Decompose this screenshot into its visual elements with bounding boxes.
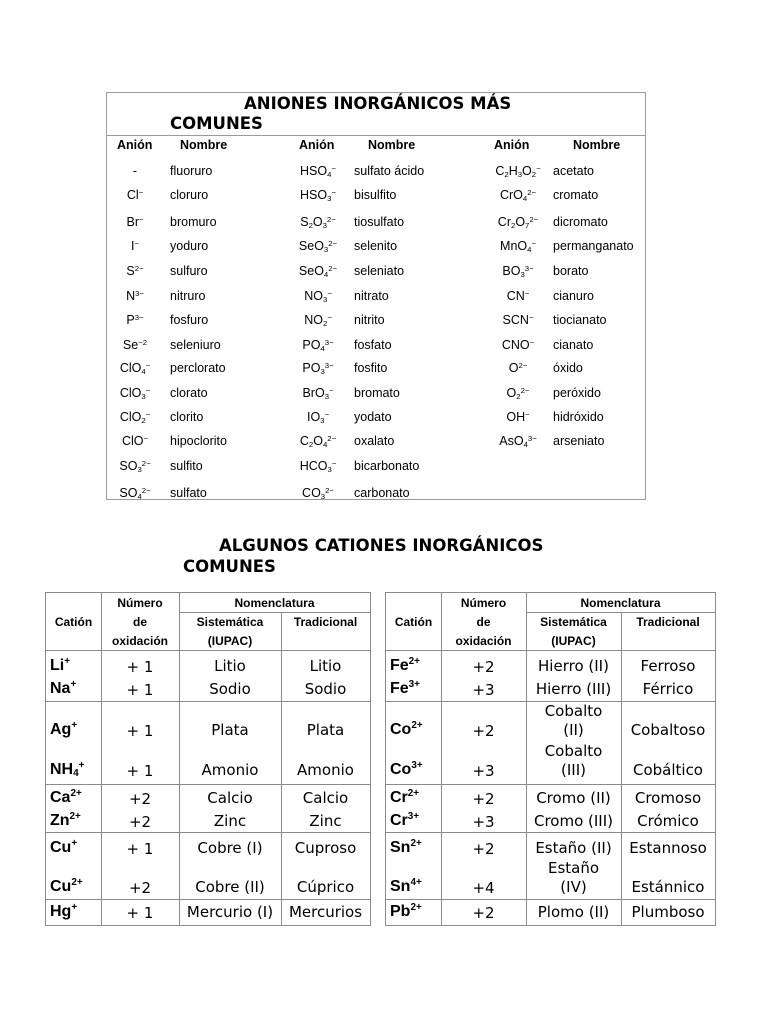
- anion-symbol: $S^{2-}$: [126, 263, 144, 278]
- header-numero: Número: [460, 596, 507, 610]
- cation-symbol: Na+: [50, 679, 77, 697]
- anion-symbol: SeO$_3^{2-}$: [298, 238, 338, 254]
- anion-symbol: $NO_2^-$: [304, 312, 332, 328]
- anion-name: tiosulfato: [354, 215, 405, 229]
- anion-name: carbonato: [354, 486, 410, 500]
- cation-symbol: $Cu^{2+}$: [50, 877, 83, 895]
- anion-symbol: CNO−: [501, 337, 535, 352]
- anion-table: [106, 92, 646, 500]
- anion-header-nombre-2: Nombre: [368, 138, 416, 152]
- anion-symbol: SCN−: [502, 312, 534, 327]
- cation-symbol: $Zn^{2+}$: [50, 811, 81, 829]
- anion-name: cromato: [553, 188, 599, 202]
- header-nomenclatura: Nomenclatura: [580, 596, 661, 610]
- cation-title-line1: ALGUNOS CATIONES INORGÁNICOS: [219, 536, 544, 555]
- traditional-name: Plata: [306, 721, 345, 739]
- oxidation-number: +4: [472, 879, 495, 897]
- anion-symbol: $O^{2-}$: [508, 360, 528, 375]
- anion-header-anion-1: Anión: [117, 138, 153, 152]
- oxidation-number: + 1: [126, 681, 154, 699]
- anion-name: peróxido: [553, 386, 601, 400]
- traditional-name: Crómico: [637, 812, 699, 830]
- anion-name: sulfato ácido: [354, 164, 425, 178]
- systematic-name: Cromo (III): [533, 812, 614, 830]
- anion-name: fluoruro: [170, 164, 213, 178]
- traditional-name: Ferroso: [640, 657, 696, 675]
- cation-table-left: [45, 592, 371, 926]
- anion-name: bisulfito: [354, 188, 397, 202]
- systematic-name: Zinc: [213, 812, 247, 830]
- systematic-name: Amonio: [201, 761, 259, 779]
- traditional-name: Mercurios: [288, 903, 363, 921]
- traditional-name: Cobáltico: [632, 761, 703, 779]
- anion-name: yoduro: [170, 239, 209, 253]
- oxidation-number: + 1: [126, 840, 154, 858]
- anion-name: perclorato: [170, 361, 226, 375]
- anion-name: seleniuro: [170, 338, 221, 352]
- anion-name: tiocianato: [553, 313, 607, 327]
- systematic-name: Hierro (III): [535, 680, 612, 698]
- anion-name: seleniato: [354, 264, 405, 278]
- anion-name: hidróxido: [553, 410, 604, 424]
- header-numero-de: de: [476, 615, 491, 629]
- anion-name: fosfito: [354, 361, 388, 375]
- traditional-name: Cuproso: [294, 839, 357, 857]
- anion-name: fosfato: [354, 338, 392, 352]
- cation-symbol: $Sn^{4+}$: [390, 877, 422, 895]
- systematic-name: Cobre (II): [195, 878, 265, 896]
- anion-symbol: OH−: [506, 409, 530, 424]
- anion-symbol: $C_2H_3O_2^-$: [495, 163, 541, 179]
- header-iupac: (IUPAC): [207, 634, 253, 648]
- anion-name: bicarbonato: [354, 459, 420, 473]
- anion-symbol: $SO_3^{2-}$: [119, 458, 151, 474]
- anion-header-anion-2: Anión: [299, 138, 335, 152]
- anion-name: dicromato: [553, 215, 608, 229]
- traditional-name: Sodio: [304, 680, 347, 698]
- oxidation-number: +3: [472, 681, 495, 699]
- anion-name: oxalato: [354, 434, 395, 448]
- header-tradicional: Tradicional: [636, 615, 700, 629]
- anion-symbol: $NO_3^-$: [304, 288, 332, 304]
- systematic-name: Calcio: [207, 789, 253, 807]
- row-divider: [386, 784, 715, 785]
- header-numero-de: de: [132, 615, 147, 629]
- anion-name: sulfato: [170, 486, 207, 500]
- cation-symbol: Hg+: [50, 902, 78, 920]
- oxidation-number: +2: [128, 813, 152, 831]
- cation-symbol: $Ca^{2+}$: [50, 788, 82, 806]
- oxidation-number: +2: [472, 722, 495, 740]
- cation-symbol: $Pb^{2+}$: [390, 902, 422, 920]
- systematic-name: Plata: [211, 721, 249, 739]
- cation-symbol: $NH_4^+$: [50, 760, 85, 779]
- anion-symbol: $O_2^{2-}$: [506, 385, 530, 401]
- anion-symbol: $SO_4^{2-}$: [119, 485, 151, 501]
- traditional-name: Estánnico: [631, 878, 705, 896]
- anion-header-nombre-3: Nombre: [573, 138, 621, 152]
- cation-symbol: $Sn^{2+}$: [390, 838, 422, 856]
- systematic-name: Cobalto (III): [544, 742, 603, 779]
- oxidation-number: +2: [128, 879, 152, 897]
- anion-symbol: $HCO_3^-$: [299, 458, 337, 474]
- anion-title-line2: COMUNES: [170, 114, 263, 133]
- traditional-name: Cromoso: [634, 789, 702, 807]
- anion-table-title: [107, 93, 645, 136]
- header-nomenclatura: Nomenclatura: [234, 596, 315, 610]
- anion-name: nitrito: [354, 313, 385, 327]
- oxidation-number: + 1: [126, 722, 154, 740]
- cation-symbol: Cu+: [50, 838, 78, 856]
- anion-name: bromuro: [170, 215, 217, 229]
- systematic-name: Mercurio (I): [186, 903, 274, 921]
- oxidation-number: +3: [472, 813, 495, 831]
- anion-symbol: $HSO_4^-$: [300, 163, 336, 179]
- cation-symbol: $Cr^{2+}$: [390, 788, 420, 806]
- systematic-name: Hierro (II): [538, 657, 609, 675]
- anion-symbol: $Se^{-2}$: [122, 337, 148, 352]
- anion-symbol: ClO$_2$−: [119, 409, 151, 425]
- oxidation-number: + 1: [126, 658, 154, 676]
- cation-title-line2: COMUNES: [183, 557, 276, 576]
- cation-symbol: $Co^{2+}$: [390, 720, 423, 738]
- header-sistematica: Sistemática: [196, 615, 264, 629]
- anion-symbol: Cl−: [126, 187, 144, 202]
- anion-name: clorito: [170, 410, 204, 424]
- cation-symbol: $Fe^{2+}$: [390, 656, 420, 674]
- anion-symbol: I−: [130, 238, 140, 253]
- header-iupac: (IUPAC): [551, 634, 596, 648]
- anion-name: cloruro: [170, 188, 209, 202]
- header-cation: Catión: [394, 615, 433, 629]
- anion-name: sulfito: [170, 459, 203, 473]
- anion-header-anion-3: Anión: [494, 138, 530, 152]
- traditional-name: Estannoso: [629, 839, 707, 857]
- systematic-name: Cobalto (II): [544, 702, 603, 739]
- anion-name: acetato: [553, 164, 595, 178]
- anion-name: nitruro: [170, 289, 206, 303]
- anion-symbol: $CO_3^{2-}$: [302, 485, 334, 501]
- cation-symbol: Li+: [50, 656, 71, 674]
- header-numero-oxidacion: oxidación: [111, 634, 168, 648]
- row-divider: [386, 832, 715, 833]
- oxidation-number: +2: [128, 790, 152, 808]
- traditional-name: Amonio: [297, 761, 354, 779]
- anion-symbol: $Cr_2O_7^{2-}$: [497, 214, 539, 230]
- anion-header-nombre-1: Nombre: [180, 138, 228, 152]
- anion-symbol: SeO$_4^{2-}$: [298, 263, 338, 279]
- anion-name: hipoclorito: [170, 434, 227, 448]
- anion-symbol: ClO$_3$−: [119, 385, 151, 401]
- oxidation-number: + 1: [126, 762, 154, 780]
- anion-symbol: AsO$_4^{3-}$: [499, 433, 537, 449]
- header-sistematica: Sistemática: [540, 615, 607, 629]
- traditional-name: Férrico: [642, 680, 694, 698]
- oxidation-number: +2: [472, 840, 495, 858]
- header-numero-oxidacion: oxidación: [455, 634, 512, 648]
- oxidation-number: +2: [472, 904, 495, 922]
- anion-name: arseniato: [553, 434, 605, 448]
- anion-name: borato: [553, 264, 589, 278]
- traditional-name: Calcio: [302, 789, 349, 807]
- anion-name: nitrato: [354, 289, 389, 303]
- anion-symbol: Br−: [126, 214, 144, 229]
- cation-symbol: $Fe^{3+}$: [390, 679, 420, 697]
- cation-symbol: Ag+: [50, 720, 78, 738]
- traditional-name: Plumboso: [631, 903, 705, 921]
- traditional-name: Litio: [309, 657, 342, 675]
- oxidation-number: +3: [472, 762, 495, 780]
- systematic-name: Plomo (II): [537, 903, 610, 921]
- anion-symbol: $BO_3^{3-}$: [502, 263, 534, 279]
- anion-symbol: $HSO_3^-$: [300, 187, 336, 203]
- anion-name: clorato: [170, 386, 208, 400]
- traditional-name: Cúprico: [296, 878, 355, 896]
- row-divider: [46, 701, 370, 702]
- traditional-name: Zinc: [309, 812, 342, 830]
- anion-symbol: $C_2O_4^{2-}$: [299, 433, 337, 449]
- anion-symbol: ClO$_4$−: [119, 360, 151, 376]
- oxidation-number: + 1: [126, 904, 154, 922]
- cation-symbol: $Co^{3+}$: [390, 760, 423, 778]
- header-tradicional: Tradicional: [293, 615, 358, 629]
- oxidation-number: +2: [472, 790, 495, 808]
- anion-symbol: $S_2O_3^{2-}$: [300, 214, 336, 230]
- anion-symbol: $PO_3^{3-}$: [302, 360, 334, 376]
- anion-name: sulfuro: [170, 264, 208, 278]
- header-cation: Catión: [54, 615, 93, 629]
- cation-table-title: [0, 533, 768, 577]
- anion-name: fosfuro: [170, 313, 209, 327]
- anion-name: bromato: [354, 386, 400, 400]
- anion-symbol: $P^{3-}$: [126, 312, 144, 327]
- header-numero: Número: [117, 596, 163, 610]
- systematic-name: Sodio: [209, 680, 251, 698]
- anion-symbol: $N^{3-}$: [126, 288, 144, 303]
- row-divider: [46, 832, 370, 833]
- systematic-name: Cromo (II): [536, 789, 611, 807]
- row-divider: [386, 899, 715, 900]
- cation-symbol: $Cr^{3+}$: [390, 811, 420, 829]
- anion-symbol: ClO−: [121, 433, 149, 448]
- row-divider: [46, 784, 370, 785]
- anion-title-line1: ANIONES INORGÁNICOS MÁS: [244, 94, 512, 113]
- systematic-name: Cobre (I): [197, 839, 263, 857]
- systematic-name: Litio: [214, 657, 246, 675]
- anion-symbol: CrO$_4^{2-}$: [499, 187, 537, 203]
- anion-symbol: BrO$_3$−: [302, 385, 334, 401]
- anion-name: yodato: [354, 410, 392, 424]
- row-divider: [46, 899, 370, 900]
- anion-symbol: -: [132, 164, 138, 178]
- anion-symbol: $PO_4^{3-}$: [302, 337, 334, 353]
- cation-table-right: [385, 592, 716, 926]
- anion-name: óxido: [553, 361, 583, 375]
- anion-symbol: MnO$_4$−: [500, 238, 536, 254]
- anion-name: selenito: [354, 239, 398, 253]
- anion-name: cianato: [553, 338, 594, 352]
- anion-name: cianuro: [553, 289, 594, 303]
- oxidation-number: +2: [472, 658, 495, 676]
- anion-name: permanganato: [553, 239, 634, 253]
- systematic-name: Estaño (II): [535, 839, 612, 857]
- anion-symbol: $IO_3^-$: [306, 409, 330, 425]
- traditional-name: Cobaltoso: [630, 721, 706, 739]
- systematic-name: Estaño (IV): [547, 859, 600, 896]
- anion-symbol: CN−: [506, 288, 530, 303]
